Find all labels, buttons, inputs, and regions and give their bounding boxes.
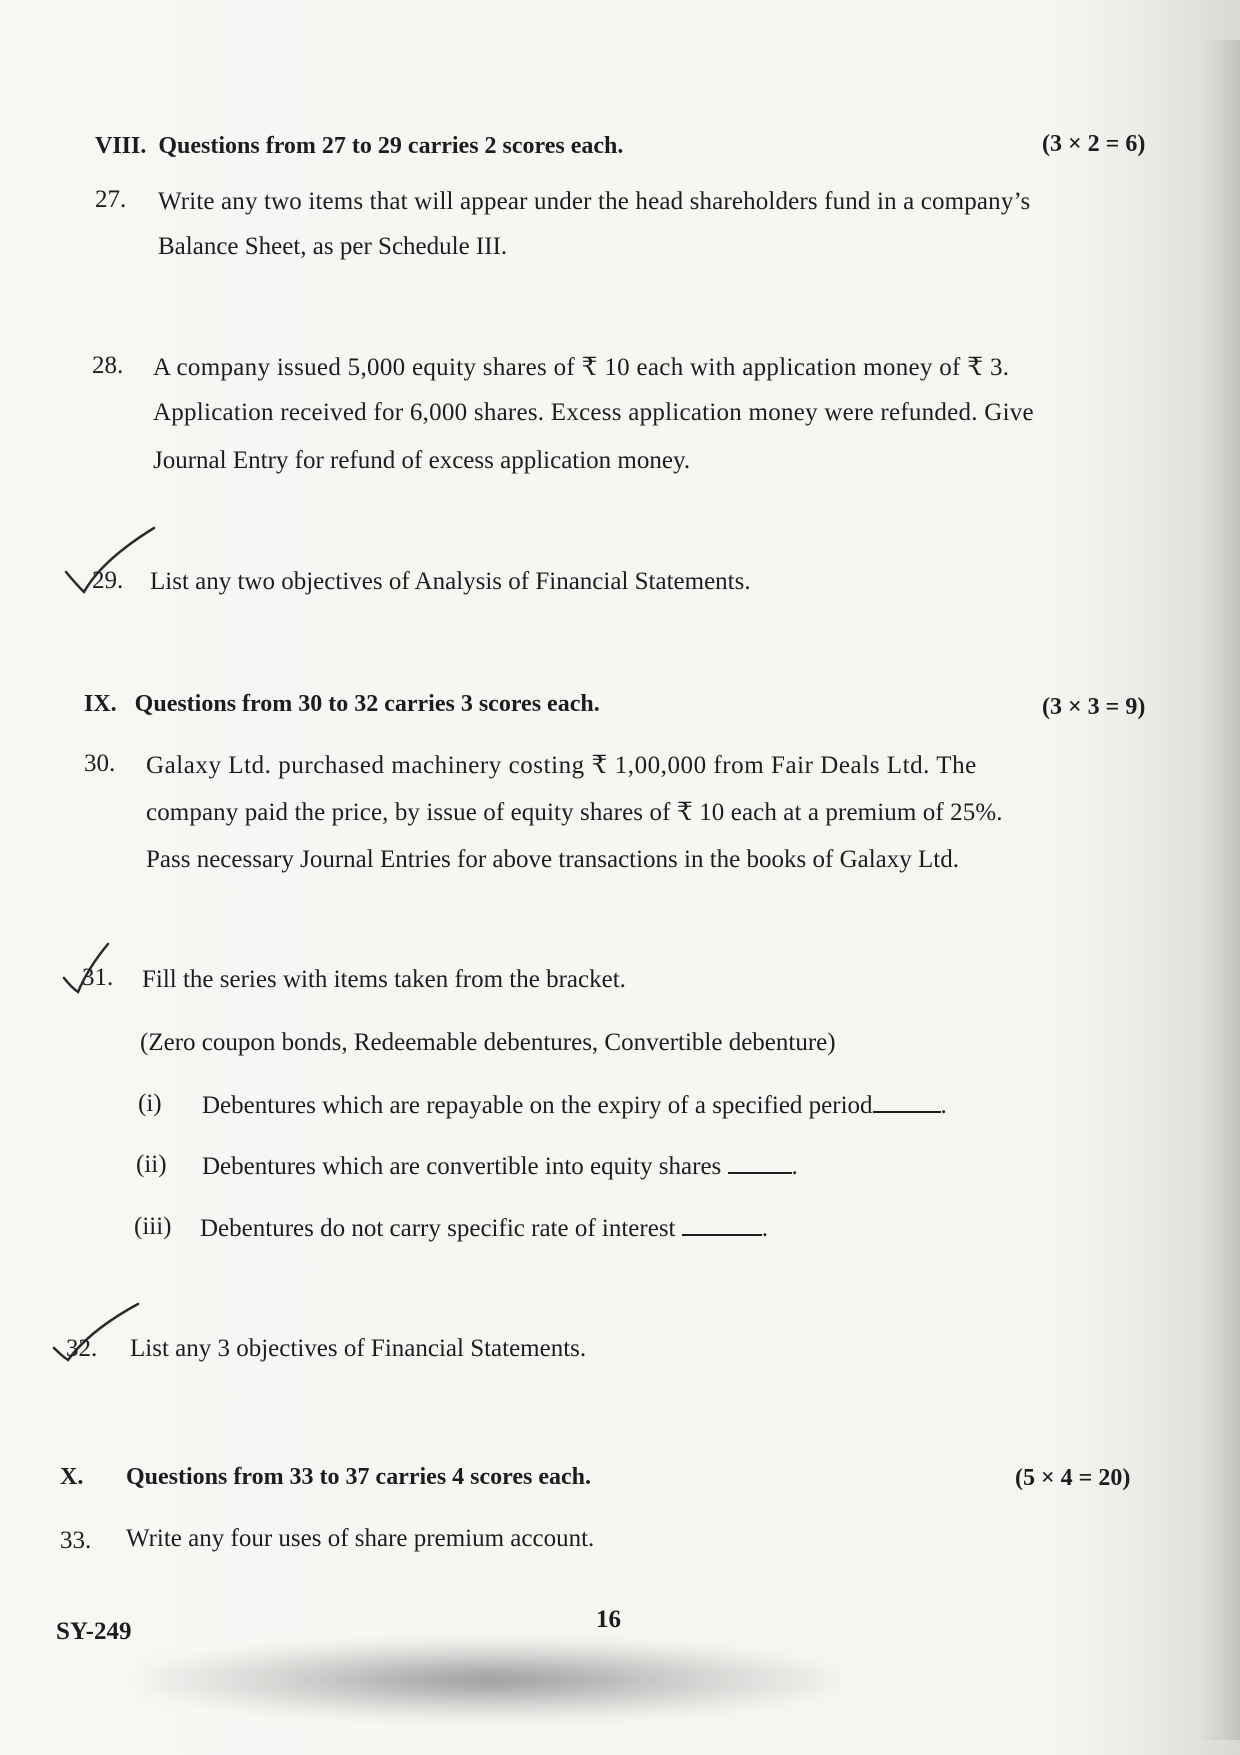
question-31-item-2: (ii) Debentures which are convertible into equity shares . [136, 1151, 798, 1180]
paper-code: SY-249 [56, 1618, 132, 1645]
section-ix-heading [84, 689, 600, 719]
item-label: (i) [138, 1090, 162, 1117]
question-31-item-1: (i) Debentures which are repayable on the expiry of a specified period . [138, 1090, 947, 1119]
question-29-number: 29. [92, 567, 124, 594]
question-27-line-2: Balance Sheet, as per Schedule III. [158, 233, 508, 260]
question-30-number: 30. [84, 750, 116, 777]
section-ix-score: (3 × 3 = 9) [1042, 694, 1146, 720]
section-label: X. [60, 1464, 84, 1490]
answer-blank[interactable] [682, 1212, 762, 1236]
page-bottom-shadow [140, 1640, 840, 1720]
section-x-score: (5 × 4 = 20) [1015, 1465, 1131, 1491]
question-31-number: 31. [82, 964, 114, 991]
page-number: 16 [596, 1606, 621, 1633]
question-29-line-1: List any two objectives of Analysis of Financial Statements. [150, 568, 751, 595]
question-33-line-1: Write any four uses of share premium account. [126, 1525, 595, 1552]
section-label: IX. [84, 691, 117, 717]
question-27-number: 27. [95, 186, 127, 213]
section-title: Questions from 33 to 37 carries 4 scores each. [126, 1464, 592, 1490]
page-edge-shadow [1200, 40, 1240, 1740]
question-31-item-3: (iii) Debentures do not carry specific rate of interest . [134, 1213, 768, 1242]
item-text: Debentures do not carry specific rate of interest [200, 1215, 676, 1242]
question-28-line-1: A company issued 5,000 equity shares of ₹ 10 each with application money of ₹ 3. [153, 354, 1010, 381]
section-title: Questions from 27 to 29 carries 2 scores each. [158, 133, 624, 159]
section-x-heading [60, 1462, 592, 1492]
answer-blank[interactable] [728, 1150, 792, 1174]
item-text: Debentures which are convertible into equity shares [202, 1153, 722, 1180]
question-30-line-3: Pass necessary Journal Entries for above transactions in the books of Galaxy Ltd. [146, 846, 959, 873]
section-label: VIII. [95, 133, 147, 159]
question-30-line-2: company paid the price, by issue of equity shares of ₹ 10 each at a premium of 25%. [146, 799, 1003, 826]
item-label: (iii) [134, 1213, 172, 1240]
item-label: (ii) [136, 1151, 167, 1178]
question-30-line-1: Galaxy Ltd. purchased machinery costing ₹ 1,00,000 from Fair Deals Ltd. The [146, 752, 977, 779]
item-text: Debentures which are repayable on the expiry of a specified period [202, 1092, 873, 1119]
question-27-line-1: Write any two items that will appear under the head shareholders fund in a company’s [158, 188, 1031, 215]
question-31-line-1: Fill the series with items taken from the bracket. [142, 966, 626, 993]
question-33-number: 33. [60, 1527, 92, 1554]
question-28-number: 28. [92, 352, 124, 379]
section-viii-heading [95, 131, 623, 161]
question-32-line-1: List any 3 objectives of Financial Statements. [130, 1335, 587, 1362]
question-28-line-3: Journal Entry for refund of excess application money. [153, 447, 691, 474]
section-viii-score: (3 × 2 = 6) [1042, 131, 1146, 157]
question-32-number: 32. [66, 1335, 98, 1362]
question-28-line-2: Application received for 6,000 shares. Excess application money were refunded. Give [153, 399, 1034, 426]
question-31-bracket: (Zero coupon bonds, Redeemable debentures, Convertible debenture) [140, 1029, 836, 1056]
section-title: Questions from 30 to 32 carries 3 scores each. [134, 691, 600, 717]
answer-blank[interactable] [873, 1089, 941, 1113]
